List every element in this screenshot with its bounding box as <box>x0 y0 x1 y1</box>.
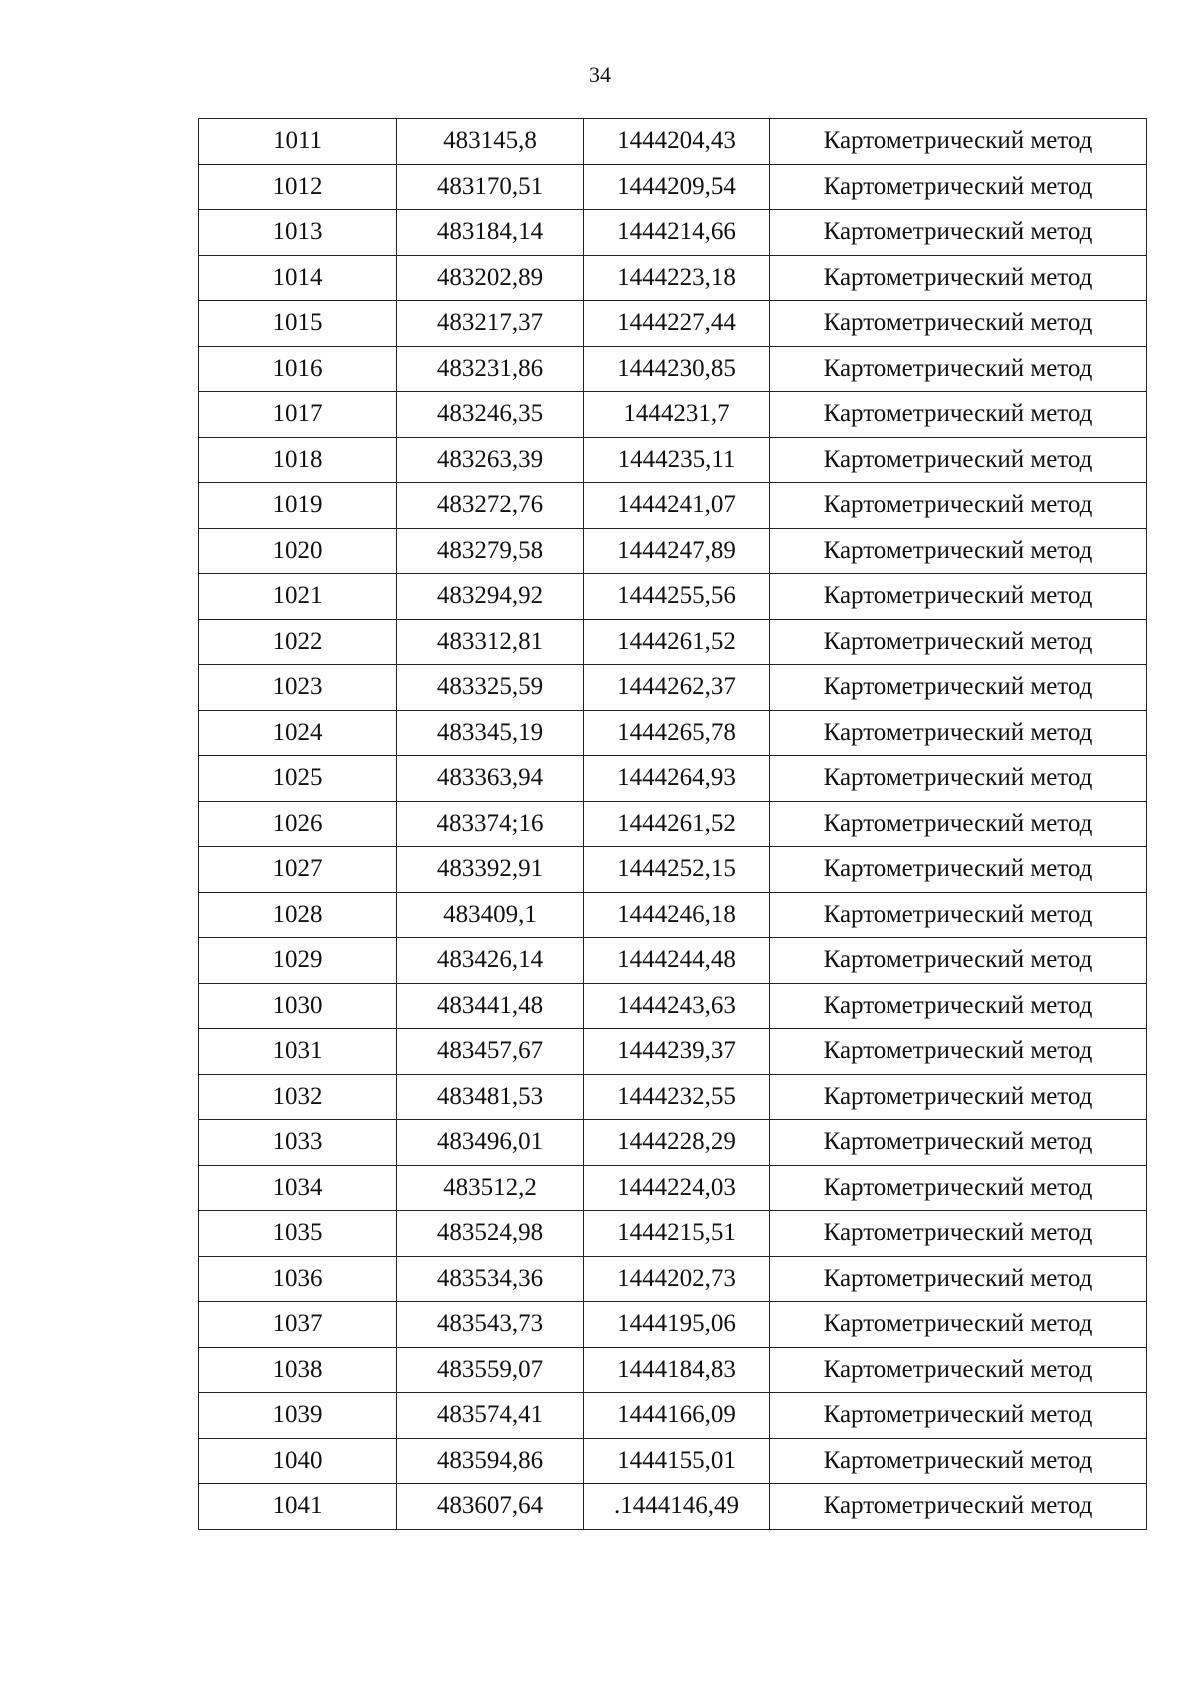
method-cell: Картометрический метод <box>770 528 1147 574</box>
point-number-cell: 1032 <box>199 1074 397 1120</box>
x-coordinate-cell: 483272,76 <box>397 483 584 529</box>
point-number-cell: 1026 <box>199 801 397 847</box>
x-coordinate-cell: 483481,53 <box>397 1074 584 1120</box>
y-coordinate-cell: .1444146,49 <box>584 1484 770 1530</box>
table-row <box>199 619 1147 665</box>
method-cell: Картометрический метод <box>770 1302 1147 1348</box>
y-coordinate-cell: 1444195,06 <box>584 1302 770 1348</box>
table-row <box>199 1165 1147 1211</box>
coordinates-table <box>198 118 1147 1530</box>
y-coordinate-cell: 1444246,18 <box>584 892 770 938</box>
x-coordinate-cell: 483543,73 <box>397 1302 584 1348</box>
y-coordinate-cell: 1444262,37 <box>584 665 770 711</box>
method-cell: Картометрический метод <box>770 801 1147 847</box>
point-number-cell: 1020 <box>199 528 397 574</box>
y-coordinate-cell: 1444155,01 <box>584 1438 770 1484</box>
method-cell: Картометрический метод <box>770 1393 1147 1439</box>
table-row <box>199 210 1147 256</box>
point-number-cell: 1030 <box>199 983 397 1029</box>
x-coordinate-cell: 483457,67 <box>397 1029 584 1075</box>
method-cell: Картометрический метод <box>770 1211 1147 1257</box>
y-coordinate-cell: 1444209,54 <box>584 164 770 210</box>
table-row <box>199 801 1147 847</box>
method-cell: Картометрический метод <box>770 983 1147 1029</box>
method-cell: Картометрический метод <box>770 1438 1147 1484</box>
x-coordinate-cell: 483312,81 <box>397 619 584 665</box>
x-coordinate-cell: 483512,2 <box>397 1165 584 1211</box>
method-cell: Картометрический метод <box>770 619 1147 665</box>
table-row <box>199 1438 1147 1484</box>
y-coordinate-cell: 1444244,48 <box>584 938 770 984</box>
table-row <box>199 392 1147 438</box>
point-number-cell: 1036 <box>199 1256 397 1302</box>
method-cell: Картометрический метод <box>770 164 1147 210</box>
point-number-cell: 1031 <box>199 1029 397 1075</box>
method-cell: Картометрический метод <box>770 847 1147 893</box>
y-coordinate-cell: 1444255,56 <box>584 574 770 620</box>
method-cell: Картометрический метод <box>770 1347 1147 1393</box>
point-number-cell: 1028 <box>199 892 397 938</box>
table-row <box>199 255 1147 301</box>
point-number-cell: 1011 <box>199 119 397 165</box>
method-cell: Картометрический метод <box>770 210 1147 256</box>
y-coordinate-cell: 1444166,09 <box>584 1393 770 1439</box>
x-coordinate-cell: 483363,94 <box>397 756 584 802</box>
method-cell: Картометрический метод <box>770 119 1147 165</box>
table-row <box>199 346 1147 392</box>
method-cell: Картометрический метод <box>770 574 1147 620</box>
x-coordinate-cell: 483294,92 <box>397 574 584 620</box>
y-coordinate-cell: 1444235,11 <box>584 437 770 483</box>
table-row <box>199 1211 1147 1257</box>
x-coordinate-cell: 483574,41 <box>397 1393 584 1439</box>
table-row <box>199 1256 1147 1302</box>
x-coordinate-cell: 483392,91 <box>397 847 584 893</box>
method-cell: Картометрический метод <box>770 665 1147 711</box>
point-number-cell: 1019 <box>199 483 397 529</box>
method-cell: Картометрический метод <box>770 938 1147 984</box>
point-number-cell: 1022 <box>199 619 397 665</box>
method-cell: Картометрический метод <box>770 483 1147 529</box>
point-number-cell: 1040 <box>199 1438 397 1484</box>
point-number-cell: 1034 <box>199 1165 397 1211</box>
table-row <box>199 1484 1147 1530</box>
point-number-cell: 1027 <box>199 847 397 893</box>
table-row <box>199 1302 1147 1348</box>
x-coordinate-cell: 483441,48 <box>397 983 584 1029</box>
y-coordinate-cell: 1444265,78 <box>584 710 770 756</box>
method-cell: Картометрический метод <box>770 301 1147 347</box>
y-coordinate-cell: 1444223,18 <box>584 255 770 301</box>
x-coordinate-cell: 483534,36 <box>397 1256 584 1302</box>
method-cell: Картометрический метод <box>770 392 1147 438</box>
table-row <box>199 665 1147 711</box>
x-coordinate-cell: 483607,64 <box>397 1484 584 1530</box>
point-number-cell: 1014 <box>199 255 397 301</box>
x-coordinate-cell: 483170,51 <box>397 164 584 210</box>
x-coordinate-cell: 483184,14 <box>397 210 584 256</box>
x-coordinate-cell: 483231,86 <box>397 346 584 392</box>
y-coordinate-cell: 1444227,44 <box>584 301 770 347</box>
method-cell: Картометрический метод <box>770 756 1147 802</box>
y-coordinate-cell: 1444247,89 <box>584 528 770 574</box>
coordinates-table-body <box>199 119 1147 1530</box>
table-row <box>199 983 1147 1029</box>
method-cell: Картометрический метод <box>770 1029 1147 1075</box>
table-row <box>199 119 1147 165</box>
x-coordinate-cell: 483279,58 <box>397 528 584 574</box>
method-cell: Картометрический метод <box>770 892 1147 938</box>
table-row <box>199 301 1147 347</box>
y-coordinate-cell: 1444243,63 <box>584 983 770 1029</box>
x-coordinate-cell: 483345,19 <box>397 710 584 756</box>
x-coordinate-cell: 483202,89 <box>397 255 584 301</box>
x-coordinate-cell: 483263,39 <box>397 437 584 483</box>
point-number-cell: 1025 <box>199 756 397 802</box>
y-coordinate-cell: 1444184,83 <box>584 1347 770 1393</box>
method-cell: Картометрический метод <box>770 255 1147 301</box>
table-row <box>199 938 1147 984</box>
y-coordinate-cell: 1444231,7 <box>584 392 770 438</box>
method-cell: Картометрический метод <box>770 1165 1147 1211</box>
y-coordinate-cell: 1444204,43 <box>584 119 770 165</box>
method-cell: Картометрический метод <box>770 1256 1147 1302</box>
point-number-cell: 1018 <box>199 437 397 483</box>
point-number-cell: 1013 <box>199 210 397 256</box>
table-row <box>199 710 1147 756</box>
point-number-cell: 1024 <box>199 710 397 756</box>
x-coordinate-cell: 483524,98 <box>397 1211 584 1257</box>
y-coordinate-cell: 1444214,66 <box>584 210 770 256</box>
x-coordinate-cell: 483246,35 <box>397 392 584 438</box>
x-coordinate-cell: 483325,59 <box>397 665 584 711</box>
y-coordinate-cell: 1444264,93 <box>584 756 770 802</box>
table-row <box>199 437 1147 483</box>
y-coordinate-cell: 1444261,52 <box>584 801 770 847</box>
y-coordinate-cell: 1444261,52 <box>584 619 770 665</box>
method-cell: Картометрический метод <box>770 346 1147 392</box>
table-row <box>199 1393 1147 1439</box>
y-coordinate-cell: 1444252,15 <box>584 847 770 893</box>
point-number-cell: 1037 <box>199 1302 397 1348</box>
point-number-cell: 1041 <box>199 1484 397 1530</box>
table-row <box>199 1347 1147 1393</box>
table-row <box>199 528 1147 574</box>
point-number-cell: 1021 <box>199 574 397 620</box>
y-coordinate-cell: 1444232,55 <box>584 1074 770 1120</box>
x-coordinate-cell: 483217,37 <box>397 301 584 347</box>
x-coordinate-cell: 483559,07 <box>397 1347 584 1393</box>
point-number-cell: 1035 <box>199 1211 397 1257</box>
y-coordinate-cell: 1444215,51 <box>584 1211 770 1257</box>
point-number-cell: 1039 <box>199 1393 397 1439</box>
table-row <box>199 1120 1147 1166</box>
x-coordinate-cell: 483374;16 <box>397 801 584 847</box>
table-row <box>199 756 1147 802</box>
method-cell: Картометрический метод <box>770 437 1147 483</box>
x-coordinate-cell: 483426,14 <box>397 938 584 984</box>
method-cell: Картометрический метод <box>770 1074 1147 1120</box>
y-coordinate-cell: 1444224,03 <box>584 1165 770 1211</box>
x-coordinate-cell: 483145,8 <box>397 119 584 165</box>
x-coordinate-cell: 483496,01 <box>397 1120 584 1166</box>
point-number-cell: 1017 <box>199 392 397 438</box>
point-number-cell: 1012 <box>199 164 397 210</box>
x-coordinate-cell: 483409,1 <box>397 892 584 938</box>
method-cell: Картометрический метод <box>770 710 1147 756</box>
table-row <box>199 483 1147 529</box>
x-coordinate-cell: 483594,86 <box>397 1438 584 1484</box>
y-coordinate-cell: 1444228,29 <box>584 1120 770 1166</box>
point-number-cell: 1029 <box>199 938 397 984</box>
point-number-cell: 1033 <box>199 1120 397 1166</box>
point-number-cell: 1016 <box>199 346 397 392</box>
method-cell: Картометрический метод <box>770 1120 1147 1166</box>
table-row <box>199 847 1147 893</box>
y-coordinate-cell: 1444230,85 <box>584 346 770 392</box>
table-row <box>199 164 1147 210</box>
point-number-cell: 1015 <box>199 301 397 347</box>
table-row <box>199 892 1147 938</box>
table-row <box>199 1029 1147 1075</box>
y-coordinate-cell: 1444239,37 <box>584 1029 770 1075</box>
y-coordinate-cell: 1444202,73 <box>584 1256 770 1302</box>
y-coordinate-cell: 1444241,07 <box>584 483 770 529</box>
page-number: 34 <box>589 62 611 87</box>
point-number-cell: 1038 <box>199 1347 397 1393</box>
table-row <box>199 1074 1147 1120</box>
method-cell: Картометрический метод <box>770 1484 1147 1530</box>
table-row <box>199 574 1147 620</box>
point-number-cell: 1023 <box>199 665 397 711</box>
